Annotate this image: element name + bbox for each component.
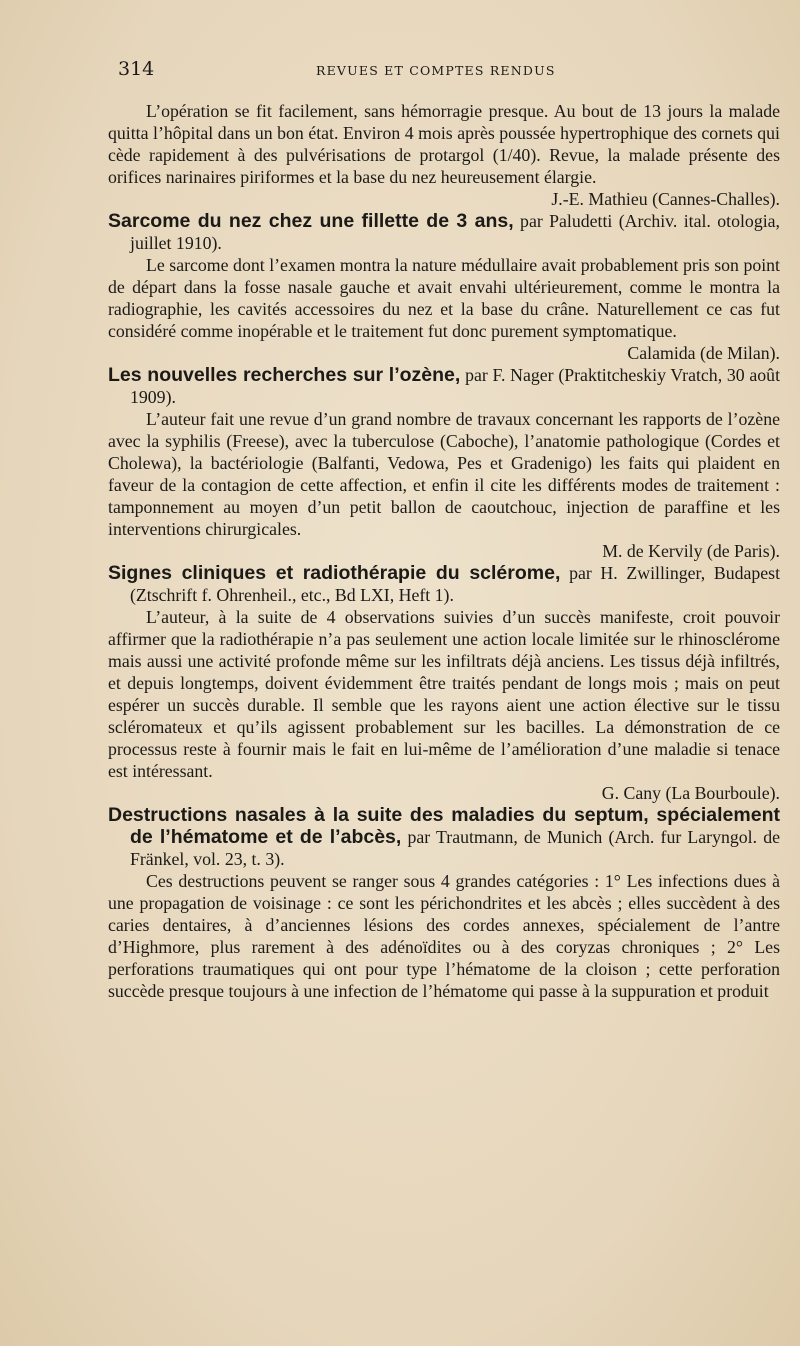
review-body-2 [108, 408, 780, 562]
review-heading-2 [108, 364, 780, 408]
intro-paragraph [108, 100, 780, 210]
review-signature-2: M. de Kervily (de Paris). [602, 541, 780, 561]
review-title-1: Sarcome du nez chez une fillette de 3 ans, [108, 210, 514, 232]
review-signature-3: G. Cany (La Bourboule). [601, 783, 780, 803]
review-title-3: Signes cliniques et radiothérapie du sclérome, [108, 562, 561, 584]
review-text-4: Ces destructions peuvent se ranger sous 4 grandes catégories : 1° Les infections dues à une propagation de voisinage : ce sont les périchondrites et les abcès ; elles succèdent à des caries dentaires, à d’anciennes lésions des cordes annexes, spécialement de l’antre d’Highmore, plus rarement à des adénoïdites ou à des coryzas chroniques ; 2° Les perforations traumatiques qui ont pour type l’hématome de la cloison ; cette perforation succède presque toujours à une infection de l’hématome qui passe à la suppuration et produit [108, 871, 780, 1001]
review-ref-4: par Trautmann, de Munich (Arch. fur Laryngol. de Fränkel, vol. 23, t. 3). [130, 827, 780, 869]
review-title-2: Les nouvelles recherches sur l’ozène, [108, 364, 461, 386]
review-signature-1: Calamida (de Milan). [627, 343, 780, 363]
review-body-4 [108, 870, 780, 1002]
review-text-3: L’auteur, à la suite de 4 observations suivies d’un succès manifeste, croit pouvoir affirmer que la radiothérapie n’a pas seulement une action locale limitée sur le rhinosclérome mais aussi une activité profonde même sur les infiltrats déjà anciens. Les tissus déjà infiltrés, et depuis longtemps, doivent évidemment être traités pendant de longs mois ; mais on peut espérer un succès durable. Il semble que les rayons aient une action élective sur le tissu scléromateux et qu’ils agissent probablement sur les bacilles. La démonstration de ce processus reste à fournir mais le fait en lui-même de l’amélioration d’une maladie si tenace est intéressant. [108, 607, 780, 781]
running-head: REVUES ET COMPTES RENDUS [316, 63, 556, 78]
review-heading-1 [108, 210, 780, 254]
review-title-4: Destructions nasales à la suite des maladies du septum, spécialement de l’hématome et de l’abcès, [108, 804, 780, 848]
review-ref-1: par Paludetti (Archiv. ital. otologia, juillet 1910). [130, 211, 780, 253]
page-header [118, 58, 782, 88]
page-number: 314 [118, 58, 155, 80]
review-text-1: Le sarcome dont l’examen montra la nature médullaire avait probablement pris son point de départ dans la fosse nasale gauche et avait envahi ultérieurement, comme le montra la radiographie, les cavités accessoires du nez et la base du crâne. Naturellement ce cas fut considéré comme inopérable et le traitement fut donc purement symptomatique. [108, 255, 780, 341]
review-text-2: L’auteur fait une revue d’un grand nombre de travaux concernant les rapports de l’ozène avec la syphilis (Freese), avec la tuberculose (Caboche), l’anatomie pathologique (Cordes et Cholewa), la bactériologie (Balfanti, Vedowa, Pes et Gradenigo) les faits qui plaident en faveur de la contagion de cette affection, et enfin il cite les différents modes de traitement : tamponnement au moyen d’un petit ballon de caoutchouc, injection de paraffine et les interventions chirurgicales. [108, 409, 780, 539]
review-heading-3 [108, 562, 780, 606]
review-body-1 [108, 254, 780, 364]
intro-signature: J.-E. Mathieu (Cannes-Challes). [551, 189, 780, 209]
review-body-3 [108, 606, 780, 804]
review-ref-2: par F. Nager (Praktitcheskiy Vratch, 30 août 1909). [130, 365, 781, 407]
article-body [108, 100, 780, 1002]
review-ref-3: par H. Zwillinger, Budapest (Ztschrift f. Ohrenheil., etc., Bd LXI, Heft 1). [130, 563, 781, 605]
review-heading-4 [108, 804, 780, 870]
intro-text: L’opération se fit facilement, sans hémorragie presque. Au bout de 13 jours la malade quitta l’hôpital dans un bon état. Environ 4 mois après poussée hypertrophique des cornets qui cède rapidement à des pulvérisations de protargol (1/40). Revue, la malade présente des orifices narinaires piriformes et la base du nez heureusement élargie. [108, 101, 780, 187]
